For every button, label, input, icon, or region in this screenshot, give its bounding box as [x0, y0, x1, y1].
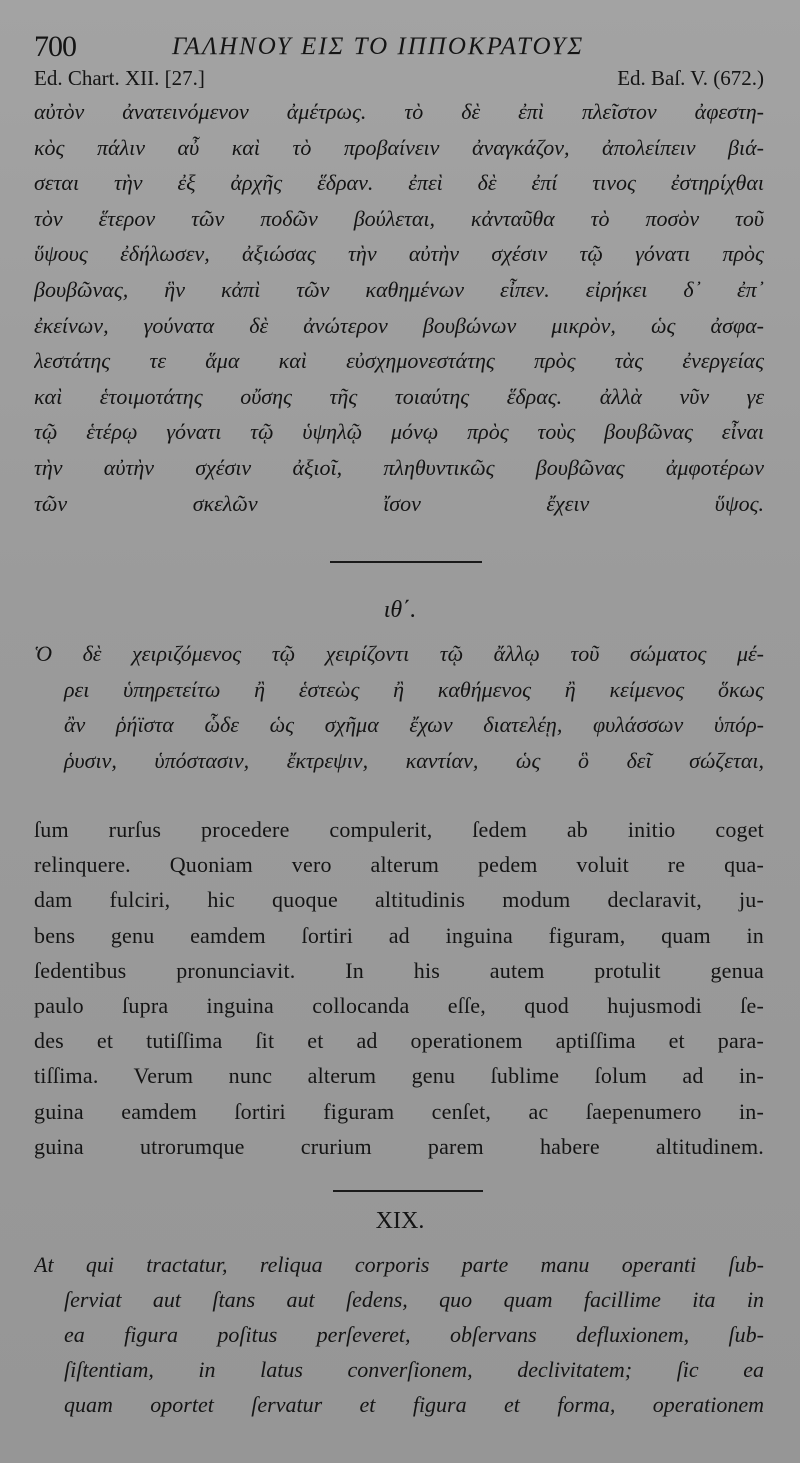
latin-commentary-text	[34, 812, 764, 1164]
text-line: relinquere. Quoniam vero alterum pedem voluit re qua-	[34, 852, 764, 878]
text-line: ſum rurſus procedere compulerit, ſedem ab initio coget	[34, 817, 764, 842]
text-line: ἂν ῥήϊστα ὧδε ὡς σχῆμα ἔχων διατελέῃ, φυλάσσων ὑπόρ-	[64, 712, 764, 738]
text-line: σεται τὴν ἐξ ἀρχῆς ἕδραν. ἐπεὶ δὲ ἐπί τινος ἐστηρίχθαι	[34, 170, 764, 196]
text-line: guina eamdem ſortiri figuram cenſet, ac ſaepenumero in-	[34, 1098, 764, 1124]
text-line: λεστάτης τε ἅμα καὶ εὐσχημονεστάτης πρὸς τὰς ἐνεργείας	[34, 348, 764, 374]
text-line: tiſſima. Verum nunc alterum genu ſublime ſolum ad in-	[34, 1063, 764, 1089]
text-line: quam oportet ſervatur et figura et forma, operationem	[64, 1392, 764, 1417]
text-line: ἐκείνων, γούνατα δὲ ἀνώτερον βουβώνων μικρὸν, ὡς ἀσφα-	[34, 312, 764, 338]
edition-basel-ref: Ed. Baſ. V. (672.)	[617, 66, 764, 90]
text-line: τὸν ἕτερον τῶν ποδῶν βούλεται, κἀνταῦθα τὸ ποσὸν τοῦ	[34, 205, 764, 231]
text-line: des et tutiſſima ſit et ad operationem aptiſſima et para-	[34, 1028, 764, 1054]
text-line: ῥυσιν, ὑπόστασιν, ἔκτρεψιν, καντίαν, ὡς ὃ δεῖ σώζεται,	[64, 747, 764, 773]
text-line: τὴν αὐτὴν σχέσιν ἀξιοῖ, πληθυντικῶς βουβῶνας ἀμφοτέρων	[34, 454, 764, 480]
section-divider	[333, 1190, 483, 1192]
edition-chartier-ref: Ed. Chart. XII. [27.]	[34, 66, 205, 90]
greek-section-number: ιθ΄.	[383, 597, 417, 623]
text-line: ea figura poſitus perſeveret, obſervans defluxionem, ſub-	[64, 1322, 764, 1347]
text-line: τῶν σκελῶν ἴσον ἔχειν ὕψος.	[34, 490, 764, 516]
greek-commentary-text	[34, 94, 764, 521]
latin-section-number: XIX.	[375, 1208, 425, 1234]
greek-aphorism-text	[34, 636, 764, 778]
text-line: ὕψους ἐδήλωσεν, ἀξιώσας τὴν αὐτὴν σχέσιν τῷ γόνατι πρὸς	[34, 241, 764, 267]
running-head	[34, 30, 774, 66]
text-line: τῷ ἑτέρῳ γόνατι τῷ ὑψηλῷ μόνῳ πρὸς τοὺς βουβῶνας εἶναι	[34, 419, 764, 445]
text-line: paulo ſupra inguina collocanda eſſe, quod hujusmodi ſe-	[34, 993, 764, 1019]
text-line: ſerviat aut ſtans aut ſedens, quo quam facillime ita in	[64, 1287, 764, 1312]
text-line: guina utrorumque crurium parem habere altitudinem.	[34, 1133, 764, 1159]
text-line: καὶ ἑτοιμοτάτης οὔσης τῆς τοιαύτης ἕδρας. ἀλλὰ νῦν γε	[34, 383, 764, 409]
edition-references	[34, 66, 764, 94]
text-line: dam fulciri, hic quoque altitudinis modum declaravit, ju-	[34, 887, 764, 913]
text-line: Ὁ δὲ χειριζόμενος τῷ χειρίζοντι τῷ ἄλλῳ τοῦ σώματος μέ-	[34, 641, 764, 666]
text-line: ſedentibus pronunciavit. In his autem protulit genua	[34, 957, 764, 983]
page-number: 700	[34, 30, 76, 63]
text-line: κὸς πάλιν αὖ καὶ τὸ προβαίνειν ἀναγκάζον, ἀπολείπειν βιά-	[34, 134, 764, 160]
text-line: αὐτὸν ἀνατεινόμενον ἀμέτρως. τὸ δὲ ἐπὶ πλεῖστον ἀφεστη-	[34, 99, 764, 124]
running-title: ΓΑΛΗΝΟΥ ΕΙΣ ΤΟ ΙΠΠΟΚΡΑΤΟΥΣ	[172, 33, 585, 60]
text-line: ρει ὑπηρετείτω ἢ ἑστεὼς ἢ καθήμενος ἢ κείμενος ὅκως	[64, 676, 764, 702]
text-line: ſiſtentiam, in latus converſionem, declivitatem; ſic ea	[64, 1357, 764, 1382]
section-divider	[330, 561, 482, 563]
text-line: βουβῶνας, ἣν κἀπὶ τῶν καθημένων εἶπεν. εἰρήκει δ᾽ ἐπ᾽	[34, 276, 764, 302]
text-line: At qui tractatur, reliqua corporis parte manu operanti ſub-	[34, 1252, 764, 1277]
text-line: bens genu eamdem ſortiri ad inguina figuram, quam in	[34, 922, 764, 948]
latin-aphorism-text	[34, 1247, 764, 1422]
